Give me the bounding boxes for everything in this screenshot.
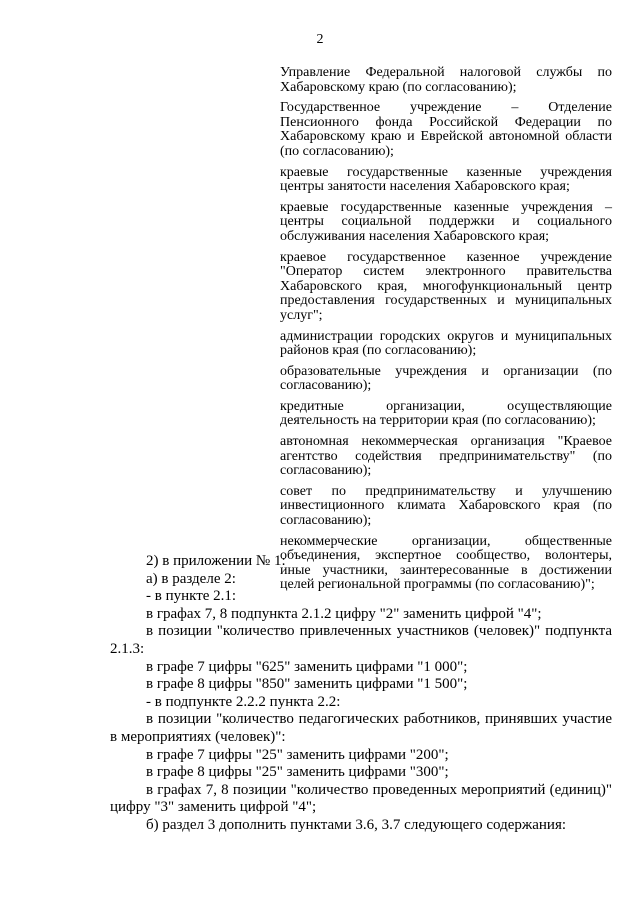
paragraph: в графе 8 цифры "850" заменить цифрами "1 500";: [146, 676, 468, 693]
paragraph: в графах 7, 8 подпункта 2.1.2 цифру "2" заменить цифрой "4";: [146, 605, 542, 622]
paragraph: в графе 7 цифры "25" заменить цифрами "200";: [146, 746, 449, 763]
list-item: совет по предпринимательству и улучшению инвестиционного климата Хабаровского края (по согласованию);: [280, 483, 612, 529]
list-item: Государственное учреждение – Отделение Пенсионного фонда Российской Федерации по Хабаровскому краю и Еврейской автономной области (по согласованию);: [280, 100, 612, 159]
paragraph: а) в разделе 2:: [146, 570, 236, 587]
paragraph: в графе 7 цифры "625" заменить цифрами "1 000";: [146, 658, 468, 675]
list-item: автономная некоммерческая организация "Краевое агентство содействия предпринимательству" (по согласованию);: [280, 434, 612, 479]
list-item: некоммерческие организации, общественные объединения, экспертное сообщество, волонтеры, иные участники, заинтересованные в достижении целей региональной программы (по согласованию)";: [280, 533, 612, 593]
paragraph: в позиции "количество привлеченных участников (человек)" подпункта 2.1.3:: [110, 623, 612, 657]
amendments-text: [110, 553, 612, 835]
paragraph: в графах 7, 8 позиции "количество проведенных мероприятий (единиц)" цифру "3" заменить цифрой "4";: [110, 781, 612, 816]
list-item: образовательные учреждения и организации (по согласованию);: [280, 363, 612, 394]
paragraph: - в подпункте 2.2.2 пункта 2.2:: [146, 693, 341, 710]
list-item: Управление Федеральной налоговой службы по Хабаровскому краю (по согласованию);: [280, 65, 612, 95]
participants-list: [280, 66, 612, 599]
list-item: кредитные организации, осуществляющие деятельность на территории края (по согласованию);: [280, 398, 612, 429]
list-item: администрации городских округов и муниципальных районов края (по согласованию);: [280, 328, 612, 359]
paragraph: - в пункте 2.1:: [146, 588, 237, 605]
paragraph: в позиции "количество педагогических работников, принявших участие в мероприятиях (человек)":: [110, 711, 612, 745]
list-item: краевые государственные казенные учреждения – центры социальной поддержки и социального обслуживания населения Хабаровского края;: [280, 199, 612, 244]
list-item: краевое государственное казенное учреждение "Оператор систем электронного правительства Хабаровского края, многофункциональный центр предоставления государственных и муниципальных услуг";: [280, 249, 612, 323]
paragraph: б) раздел 3 дополнить пунктами 3.6, 3.7 следующего содержания:: [146, 816, 567, 833]
paragraph: 2) в приложении № 1:: [146, 553, 286, 569]
list-item: краевые государственные казенные учреждения центры занятости населения Хабаровского края;: [280, 164, 612, 195]
paragraph: в графе 8 цифры "25" заменить цифрами "300";: [146, 764, 449, 781]
page-number: 2: [316, 32, 324, 47]
